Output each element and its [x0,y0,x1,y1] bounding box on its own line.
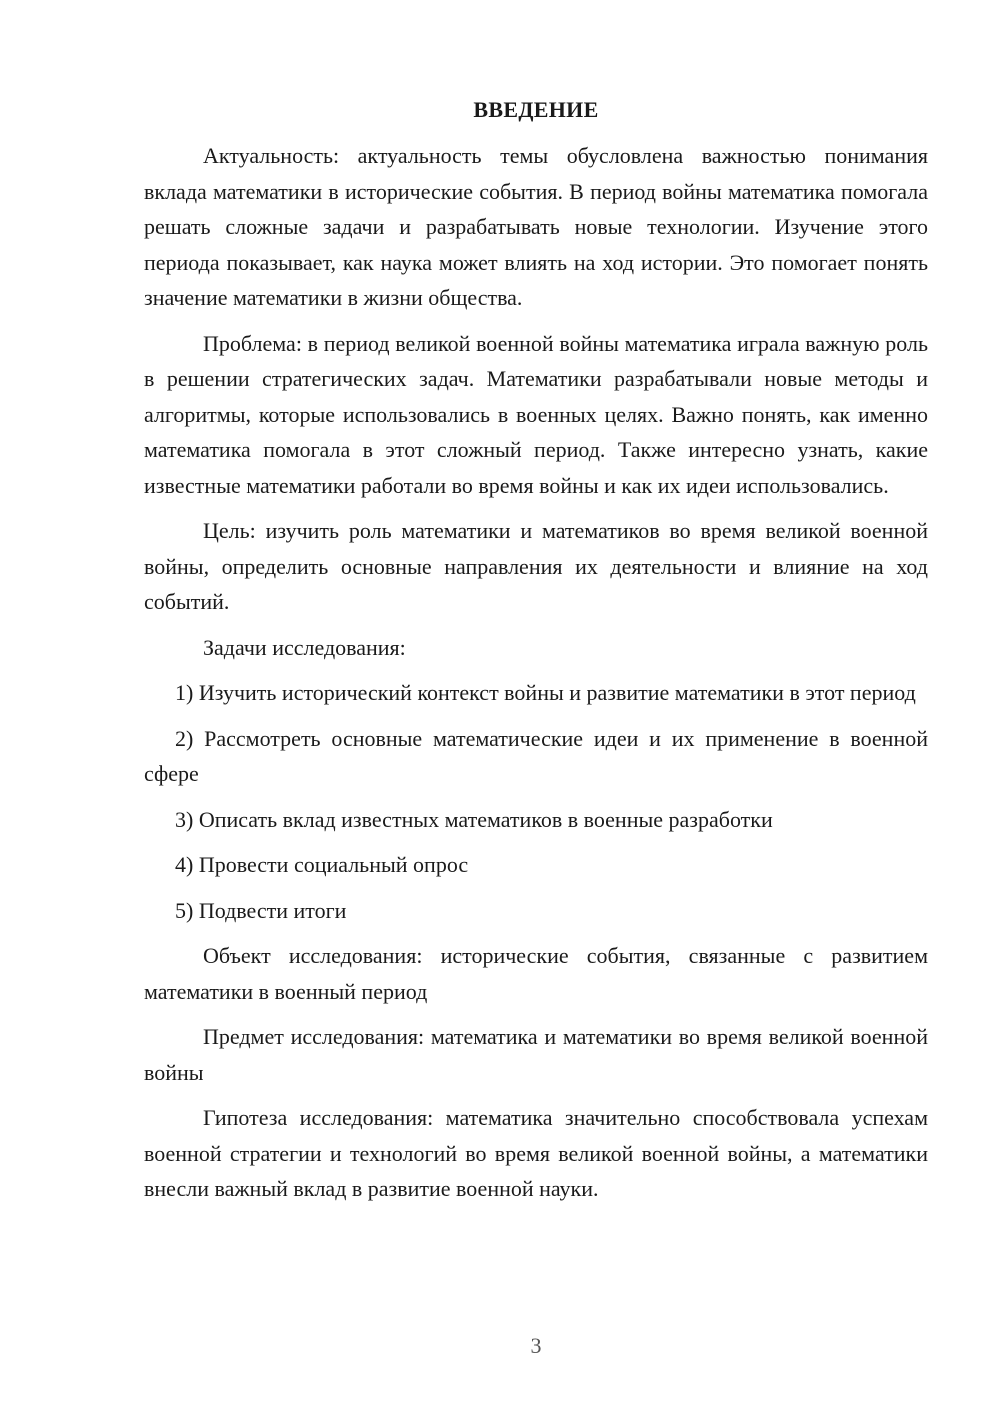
document-page [144,92,928,1217]
hypothesis-paragraph: Гипотеза исследования: математика значительно способствовала успехам военной стратегии и технологий во время великой военной войны, а математики внесли важный вклад в развитие военной науки. [144,1105,928,1201]
document-title: ВВЕДЕНИЕ [473,97,599,122]
task-item-5: 5) Подвести итоги [175,897,347,923]
page-number: 3 [530,1333,542,1358]
subject-paragraph: Предмет исследования: математика и математики во время великой военной войны [144,1024,928,1085]
task-item-4: 4) Провести социальный опрос [175,852,469,877]
problem-paragraph: Проблема: в период великой военной войны математика играла важную роль в решении стратегических задач. Математики разрабатывали новые методы и алгоритмы, которые использовались в военных целях. Важно понять, как именно математика помогала в этот сложный период. Также интересно узнать, какие известные математики работали во время войны и как их идеи использовались. [144,330,928,498]
task-item-2: 2) Рассмотреть основные математические идеи и их применение в военной сфере [144,725,928,786]
tasks-heading: Задачи исследования: [203,634,406,660]
goal-paragraph: Цель: изучить роль математики и математиков во время великой военной войны, определить основные направления их деятельности и влияние на ход событий. [144,518,928,614]
task-item-1: 1) Изучить исторический контекст войны и развитие математики в этот период [175,680,916,705]
relevance-paragraph: Актуальность: актуальность темы обусловлена важностью понимания вклада математики в исторические события. В период войны математика помогала решать сложные задачи и разрабатывать новые технологии. Изучение этого периода показывает, как наука может влиять на ход истории. Это помогает понять значение математики в жизни общества. [144,143,928,310]
task-item-3: 3) Описать вклад известных математиков в военные разработки [175,806,773,832]
object-paragraph: Объект исследования: исторические события, связанные с развитием математики в военный период [144,943,928,1004]
tasks-list [144,675,928,928]
